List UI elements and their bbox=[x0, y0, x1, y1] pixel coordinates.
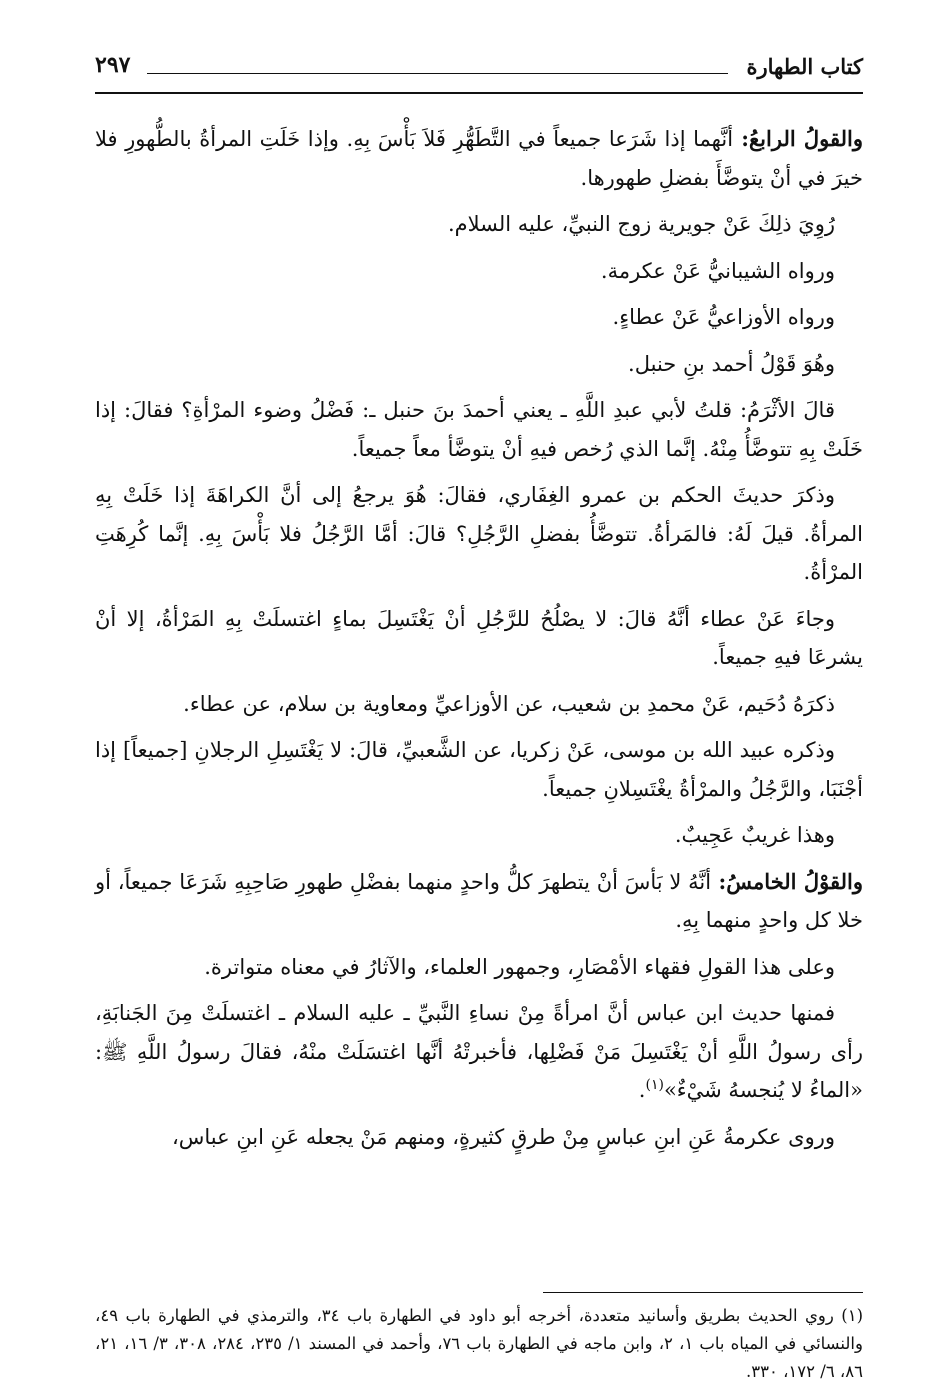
paragraph-fifth-opinion bbox=[95, 863, 863, 940]
paragraph: قالَ الأثْرَمُ: قلتُ لأبي عبدِ اللَّهِ ـ يعني أحمدَ بنَ حنبل ـ: فَضْلُ وضوء المرْأةِ؟ فقالَ: إذا خَلَتْ بِهِ تتوضَّأُ مِنْهُ. إنَّما الذي رُخص فيهِ أنْ يتوضَّأ معاً جميعاً. bbox=[95, 398, 863, 461]
paragraph: وهُوَ قَوْلُ أحمد بنِ حنبل. bbox=[628, 351, 835, 376]
paragraph: رُوِيَ ذلِكَ عَنْ جويرية زوج النبيِّ، عليه السلام. bbox=[447, 212, 835, 236]
paragraph-text: أنَّهُ لا بَأسَ أنْ يتطهرَ كلُّ واحدٍ منهما بفضْلِ طهورِ صَاحِبِهِ شَرَعَا جميعاً، أو خلا كل واحدٍ منهما بِهِ. bbox=[95, 869, 863, 932]
paragraph: ورواه الأوزاعيُّ عَنْ عطاءٍ. bbox=[612, 305, 835, 329]
paragraph-fourth-opinion bbox=[95, 120, 863, 197]
paragraph-text: فمنها حديث ابن عباس أنَّ امرأةً مِنْ نساءِ النَّبيِّ ـ عليه السلام ـ اغتسلَتْ مِنَ الجَنابَةِ، رأى رسولُ اللَّهِ أنْ يَغْتَسِلَ مَنْ فَضْلِها، فأخبرتْهُ أنَّها اغتسَلَتْ منْهُ، فقالَ رسولُ اللَّهِ ﷺ: «الماءُ لا يُنجسهُ شَيْءٌ» bbox=[95, 1001, 863, 1102]
paragraph: وهذا غريبٌ عَجِيبٌ. bbox=[674, 823, 835, 847]
page-number: ٢٩٧ bbox=[95, 52, 131, 78]
paragraph: وعلى هذا القولِ فقهاء الأمْصَارِ، وجمهور العلماء، والآثارُ في معناه متواترة. bbox=[204, 954, 835, 979]
footnote: (١) روي الحديث بطريق وأسانيد متعددة، أخرجه أبو داود في الطهارة باب ٣٤، والترمذي في الطهارة باب ٤٩، والنسائي في المياه باب ١، ٢، وابن ماجه في الطهارة باب ٧٦، وأحمد في المسند ١/ ٢٣٥، ٢٨٤، ٣٠٨، ٣/ ١٦، ٢١، ٨٦، ٦/ ١٧٢، ٣٣٠. bbox=[95, 1306, 863, 1381]
footnote-marker[interactable]: (١) bbox=[645, 1077, 664, 1093]
sentence-end: . bbox=[638, 1078, 646, 1102]
paragraph: وروى عكرمةُ عَنِ ابنِ عباسٍ مِنْ طرقٍ كثيرةٍ، ومنهم مَنْ يجعله عَنِ ابنِ عباس، bbox=[171, 1124, 835, 1149]
paragraph-text: أنَّهما إذا شَرَعا جميعاً في التَّطَهُّرِ فَلاَ بَأْسَ بِهِ. وإذا خَلَتِ المرأةُ بالطُّهورِ فلا خيرَ في أنْ يتوضَّأَ بفضلِ طهورها. bbox=[95, 127, 863, 190]
paragraph: وجاءَ عَنْ عطاء أنَّهُ قالَ: لا يصْلُحُ للرَّجُلِ أنْ يَغْتَسِلَ بماءٍ اغتسلَتْ بِهِ المَرْأةُ، إلا أنْ يشرعَا فيهِ جميعاً. bbox=[95, 606, 863, 669]
section-heading: والقولُ الرابعُ: bbox=[733, 126, 863, 151]
running-title: كتاب الطهارة bbox=[746, 54, 863, 79]
paragraph: وذكرَ حديثَ الحكم بن عمرو الغِفَاري، فقالَ: هُوَ يرجعُ إلى أنَّ الكراهَةَ إذا خَلَتْ بِهِ المرأةُ. قيلَ لَهُ: فالمَرأةُ. تتوضَّأُ بفضلِ الرَّجُلِ؟ قالَ: أمَّا الرَّجُلُ فلا بَأْسَ بِهِ. إنَّما كُرِهَتِ المرْأةُ. bbox=[95, 483, 863, 584]
page-header bbox=[95, 40, 863, 94]
paragraph: ذكرَهُ دُحَيم، عَنْ محمدِ بن شعيب، عن الأوزاعيِّ ومعاوية بن سلام، عن عطاء. bbox=[183, 691, 835, 716]
footnotes bbox=[95, 1302, 863, 1394]
document-page bbox=[95, 40, 863, 1381]
paragraph: ورواه الشيبانيُّ عَنْ عكرمة. bbox=[600, 258, 835, 283]
main-text bbox=[95, 120, 863, 1164]
paragraph-with-footnote bbox=[95, 994, 863, 1110]
paragraph: وذكره عبيد الله بن موسى، عَنْ زكريا، عن الشَّعبيِّ، قالَ: لا يَغْتَسِلِ الرجلانِ [جميعاً] إذا أجْنَبَا، والرَّجُلُ والمرْأةُ يغْتَسِلانِ جميعاً. bbox=[95, 738, 863, 801]
header-rule bbox=[147, 73, 728, 74]
footnote-separator bbox=[543, 1292, 863, 1293]
section-heading: والقوْلُ الخامسُ: bbox=[711, 868, 863, 894]
